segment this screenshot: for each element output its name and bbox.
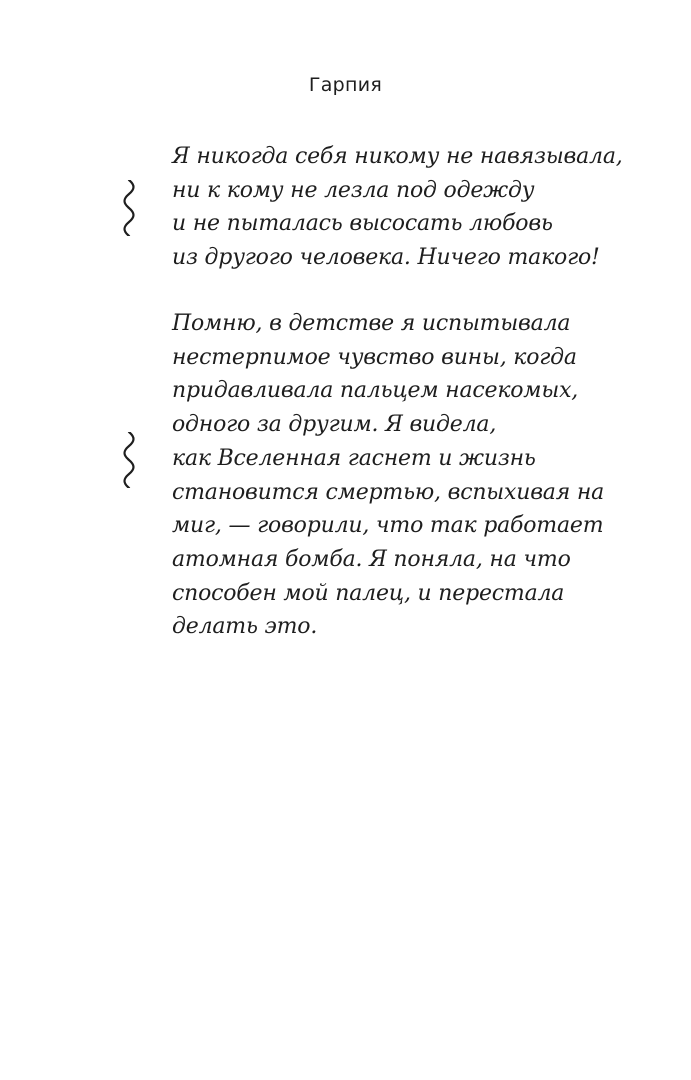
text-line: и не пыталась высосать любовь: [172, 211, 553, 237]
text-line: нестерпимое чувство вины, когда: [172, 344, 577, 370]
text-line: способен мой палец, и перестала: [172, 580, 565, 606]
text-line: Помню, в детстве я испытывала: [172, 311, 571, 336]
text-line: становится смертью, вспыхивая на: [172, 479, 605, 505]
text-line: миг, — говорили, что так работает: [172, 513, 604, 539]
running-header: Гарпия: [308, 74, 383, 96]
text-line: Я никогда себя никому не навязывала,: [172, 144, 623, 169]
wavy-line-icon: [121, 432, 137, 488]
text-line: ни к кому не лезла под одежду: [172, 177, 535, 203]
stanza-1: [172, 140, 652, 275]
text-line: делать это.: [172, 614, 318, 640]
text-line: как Вселенная гаснет и жизнь: [172, 445, 536, 471]
text-line: атомная бомба. Я поняла, на что: [172, 546, 571, 572]
text-line: одного за другим. Я видела,: [172, 412, 497, 438]
stanza-2: [172, 307, 652, 644]
text-line: из другого человека. Ничего такого!: [172, 245, 600, 271]
text-line: придавливала пальцем насекомых,: [172, 378, 579, 404]
wavy-line-icon: [121, 180, 137, 236]
